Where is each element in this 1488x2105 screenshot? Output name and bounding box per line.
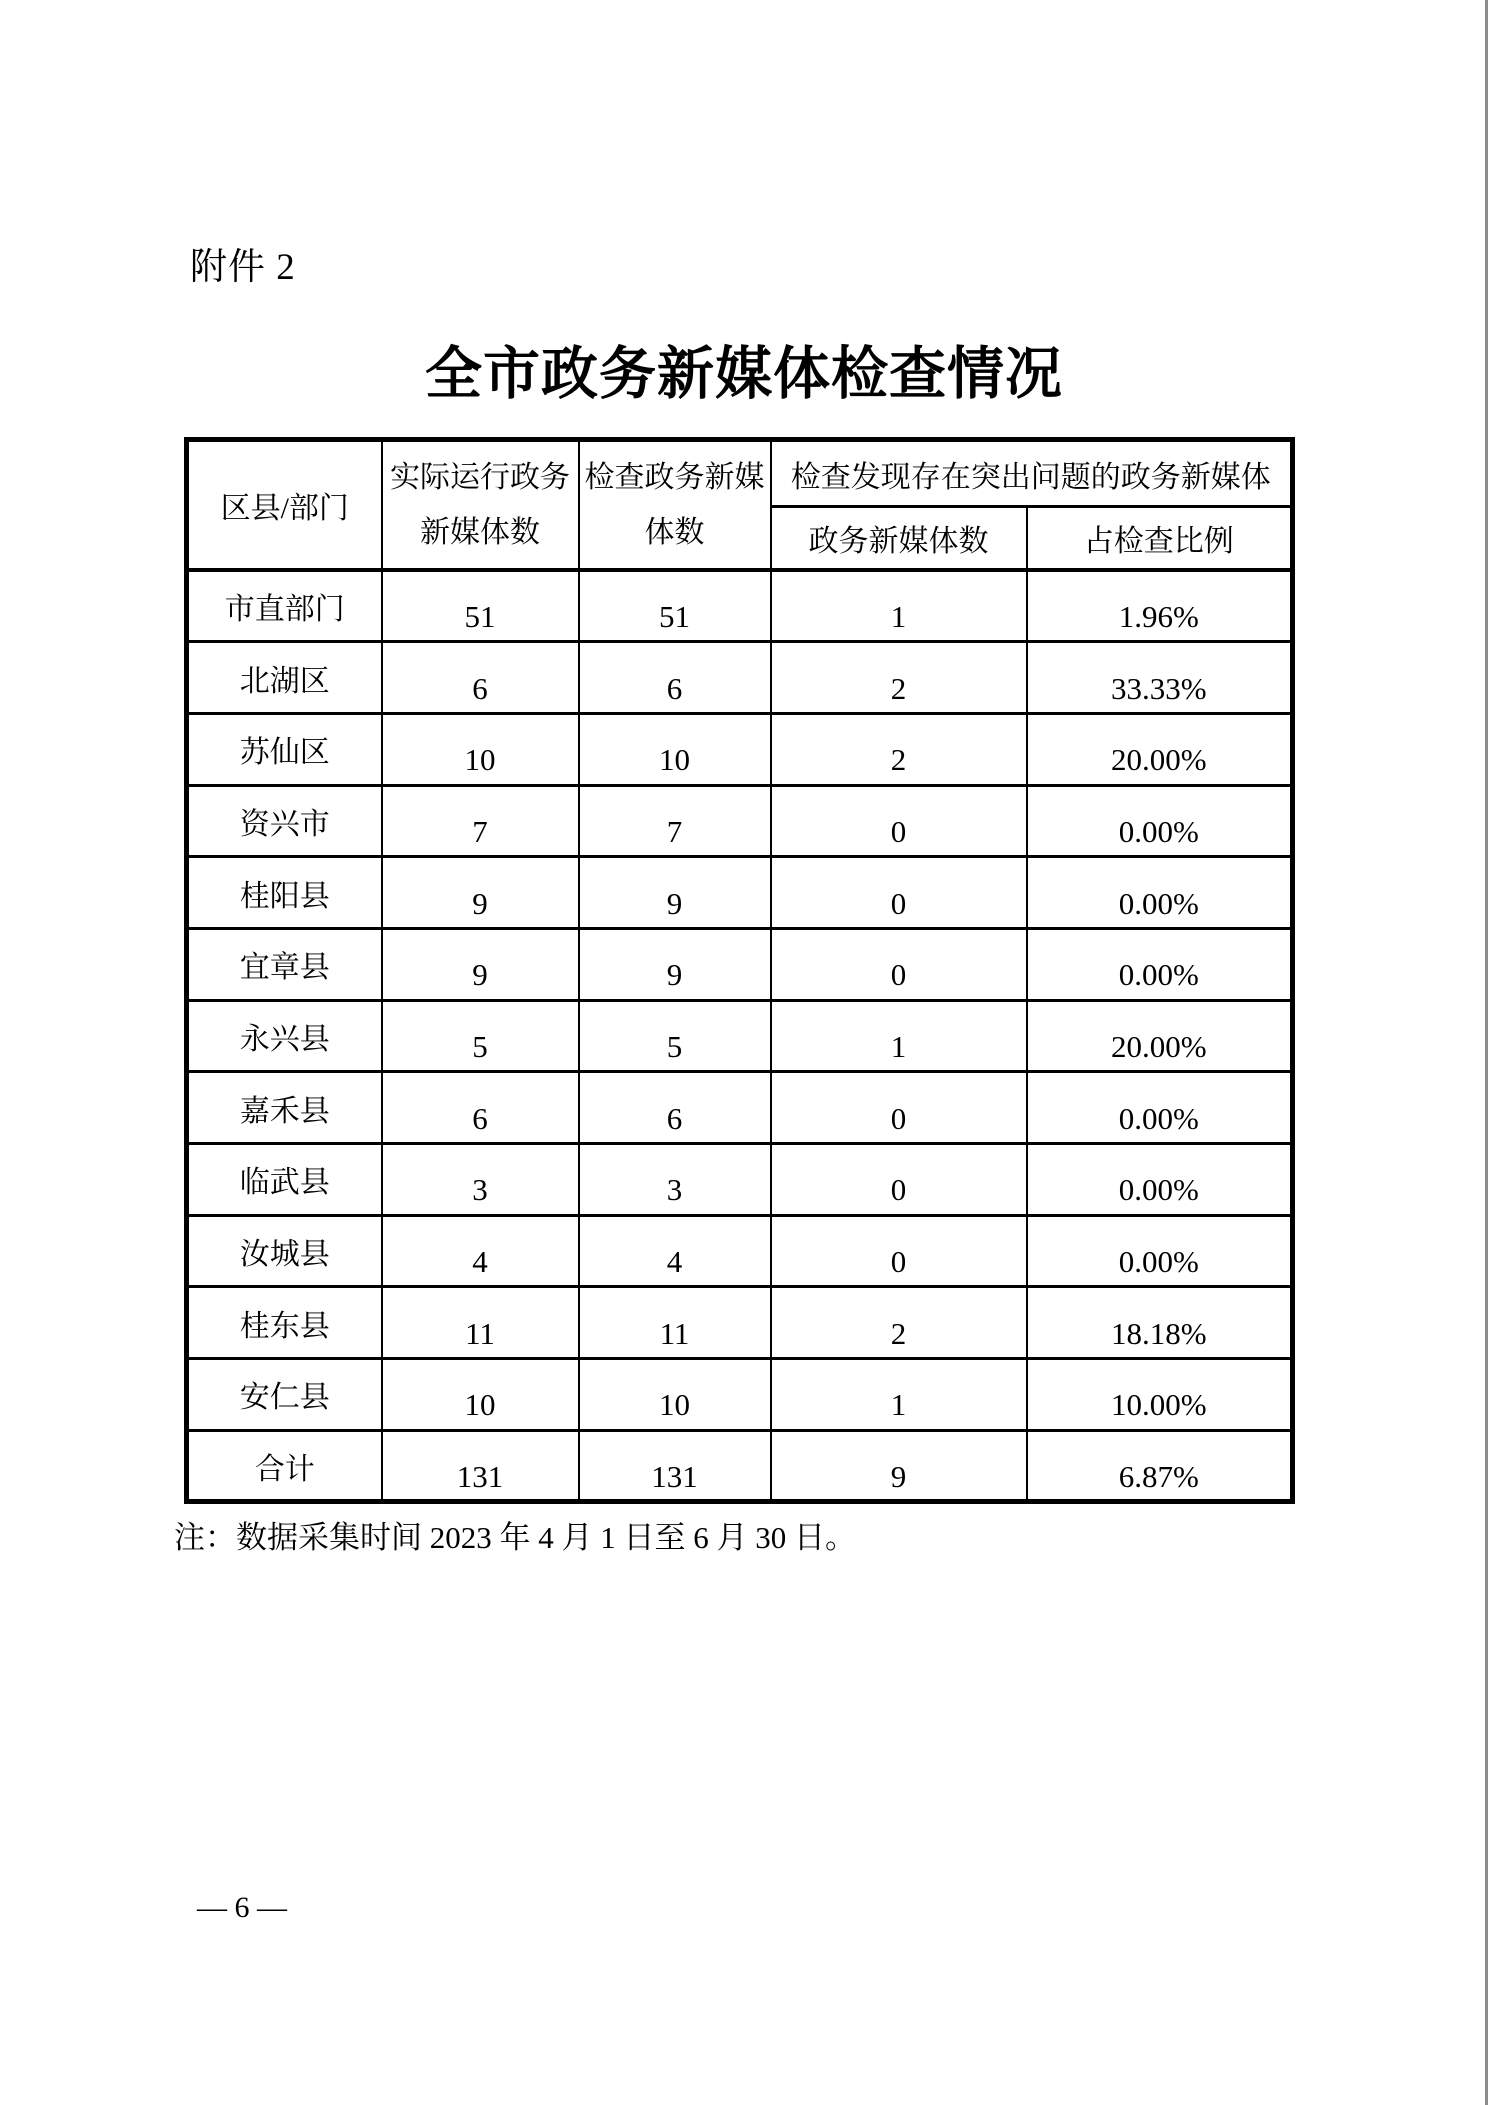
region-cell: 汝城县: [187, 1215, 382, 1287]
ratio-cell: 1.96%: [1027, 570, 1293, 642]
table-row: [187, 1072, 1293, 1144]
region-cell: 市直部门: [187, 570, 382, 642]
region-cell: 临武县: [187, 1144, 382, 1216]
ratio-cell: 0.00%: [1027, 1072, 1293, 1144]
problem-count-cell: 1: [771, 1000, 1027, 1072]
ratio-cell: 18.18%: [1027, 1287, 1293, 1359]
table-body: [187, 570, 1293, 1502]
data-collection-note: 注：数据采集时间 2023 年 4 月 1 日至 6 月 30 日。: [174, 1520, 856, 1555]
problem-count-cell: 9: [771, 1430, 1027, 1502]
checked-count-cell: 131: [579, 1430, 771, 1502]
table-row: [187, 642, 1293, 714]
table-row: [187, 1000, 1293, 1072]
header-problem-count: 政务新媒体数: [771, 507, 1027, 571]
problem-count-cell: 1: [771, 570, 1027, 642]
header-actual-count-line2: 新媒体数: [420, 516, 540, 549]
actual-count-cell: 3: [382, 1144, 579, 1216]
table-row: [187, 1287, 1293, 1359]
checked-count-cell: 9: [579, 928, 771, 1000]
header-problem-ratio: 占检查比例: [1027, 507, 1293, 571]
checked-count-cell: 6: [579, 642, 771, 714]
table-header: [187, 440, 1293, 571]
header-checked-count-line2: 体数: [644, 516, 705, 549]
ratio-cell: 33.33%: [1027, 642, 1293, 714]
header-region: 区县/部门: [187, 440, 382, 571]
page-title: 全市政务新媒体检查情况: [425, 343, 1063, 406]
region-cell: 宜章县: [187, 928, 382, 1000]
checked-count-cell: 6: [579, 1072, 771, 1144]
ratio-cell: 20.00%: [1027, 1000, 1293, 1072]
problem-count-cell: 0: [771, 1144, 1027, 1216]
actual-count-cell: 6: [382, 642, 579, 714]
table-row-total: [187, 1430, 1293, 1502]
region-cell: 永兴县: [187, 1000, 382, 1072]
header-row-top: [187, 440, 1293, 507]
checked-count-cell: 9: [579, 857, 771, 929]
problem-count-cell: 0: [771, 1215, 1027, 1287]
problem-count-cell: 0: [771, 928, 1027, 1000]
region-cell: 嘉禾县: [187, 1072, 382, 1144]
header-checked-count: [579, 440, 771, 571]
checked-count-cell: 10: [579, 1359, 771, 1431]
ratio-cell: 0.00%: [1027, 1215, 1293, 1287]
table-row: [187, 1215, 1293, 1287]
actual-count-cell: 131: [382, 1430, 579, 1502]
actual-count-cell: 10: [382, 713, 579, 785]
header-actual-count: [382, 440, 579, 571]
checked-count-cell: 51: [579, 570, 771, 642]
problem-count-cell: 2: [771, 713, 1027, 785]
problem-count-cell: 0: [771, 1072, 1027, 1144]
table-row: [187, 928, 1293, 1000]
checked-count-cell: 3: [579, 1144, 771, 1216]
actual-count-cell: 9: [382, 928, 579, 1000]
ratio-cell: 0.00%: [1027, 785, 1293, 857]
actual-count-cell: 10: [382, 1359, 579, 1431]
problem-count-cell: 2: [771, 642, 1027, 714]
table-row: [187, 857, 1293, 929]
checked-count-cell: 5: [579, 1000, 771, 1072]
region-cell: 安仁县: [187, 1359, 382, 1431]
problem-count-cell: 0: [771, 785, 1027, 857]
actual-count-cell: 9: [382, 857, 579, 929]
region-cell: 桂阳县: [187, 857, 382, 929]
attachment-label: 附件 2: [190, 247, 296, 288]
checked-count-cell: 11: [579, 1287, 771, 1359]
actual-count-cell: 5: [382, 1000, 579, 1072]
region-cell: 桂东县: [187, 1287, 382, 1359]
ratio-cell: 0.00%: [1027, 1144, 1293, 1216]
ratio-cell: 0.00%: [1027, 857, 1293, 929]
actual-count-cell: 7: [382, 785, 579, 857]
table-row: [187, 713, 1293, 785]
table-row: [187, 1359, 1293, 1431]
page-number: — 6 —: [197, 1891, 287, 1924]
ratio-cell: 20.00%: [1027, 713, 1293, 785]
actual-count-cell: 11: [382, 1287, 579, 1359]
region-cell: 资兴市: [187, 785, 382, 857]
ratio-cell: 6.87%: [1027, 1430, 1293, 1502]
header-problem-group: 检查发现存在突出问题的政务新媒体: [771, 440, 1293, 507]
actual-count-cell: 6: [382, 1072, 579, 1144]
inspection-table: [184, 437, 1295, 1504]
checked-count-cell: 4: [579, 1215, 771, 1287]
actual-count-cell: 51: [382, 570, 579, 642]
problem-count-cell: 1: [771, 1359, 1027, 1431]
ratio-cell: 10.00%: [1027, 1359, 1293, 1431]
table-row: [187, 1144, 1293, 1216]
checked-count-cell: 10: [579, 713, 771, 785]
region-cell: 合计: [187, 1430, 382, 1502]
header-actual-count-line1: 实际运行政务: [390, 461, 570, 494]
ratio-cell: 0.00%: [1027, 928, 1293, 1000]
actual-count-cell: 4: [382, 1215, 579, 1287]
region-cell: 北湖区: [187, 642, 382, 714]
problem-count-cell: 2: [771, 1287, 1027, 1359]
header-checked-count-line1: 检查政务新媒: [584, 461, 765, 494]
region-cell: 苏仙区: [187, 713, 382, 785]
checked-count-cell: 7: [579, 785, 771, 857]
problem-count-cell: 0: [771, 857, 1027, 929]
table-row: [187, 785, 1293, 857]
table-row: [187, 570, 1293, 642]
